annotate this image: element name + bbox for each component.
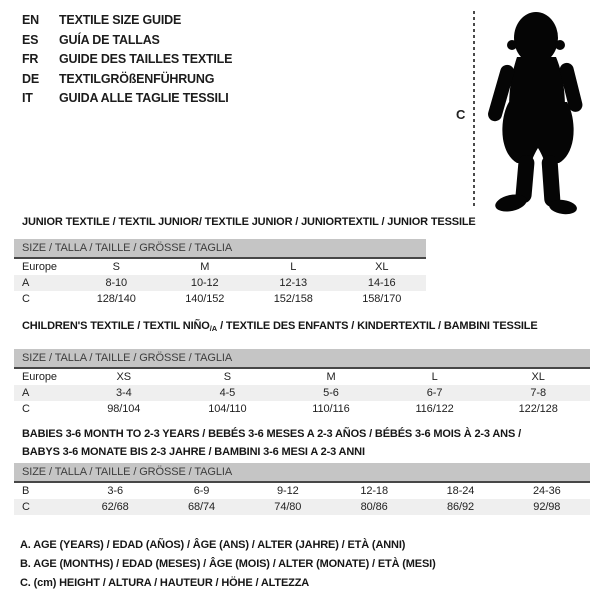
cell: 98/104 [107, 403, 141, 415]
junior-textile-title: JUNIOR TEXTILE / TEXTIL JUNIOR/ TEXTILE JUNIOR / JUNIORTEXTIL / JUNIOR TESSILE [22, 216, 476, 228]
cell: 6-7 [383, 385, 487, 401]
footnote-a: A. AGE (YEARS) / EDAD (AÑOS) / ÂGE (ANS) / ALTER (JAHRE) / ETÀ (ANNI) [20, 539, 406, 551]
cell: L [431, 371, 438, 383]
babies-textile-title [14, 425, 590, 461]
cell: 86/92 [417, 499, 503, 515]
language-code: ES [22, 32, 39, 47]
cell: 140/152 [185, 293, 225, 305]
cell: M [200, 261, 210, 273]
table-row [14, 291, 426, 307]
table-row [14, 499, 590, 515]
cell: XL [531, 371, 545, 383]
junior-size-table [14, 259, 426, 307]
row-label: A [14, 275, 72, 291]
cell: L [290, 261, 297, 273]
cell: 24-36 [533, 485, 561, 497]
row-label: B [22, 485, 30, 497]
language-code: FR [22, 52, 39, 67]
baby-silhouette-icon [479, 7, 597, 215]
height-figure [450, 7, 598, 215]
cell: 7-8 [486, 385, 590, 401]
cell: 6-9 [193, 485, 210, 497]
title-subscript: /A [209, 324, 218, 333]
babies-size-table [14, 483, 590, 515]
cell: 3-6 [107, 485, 123, 497]
cell: 122/128 [518, 403, 558, 415]
language-label: GUIDE DES TAILLES TEXTILE [59, 52, 233, 67]
language-label: GUIDA ALLE TAGLIE TESSILI [59, 91, 229, 106]
language-label: TEXTILE SIZE GUIDE [59, 13, 182, 27]
table-row [14, 385, 590, 401]
table-row [14, 275, 426, 291]
cell: 92/98 [504, 499, 590, 515]
row-label: Europe [22, 371, 57, 383]
cell: XS [116, 371, 132, 383]
language-code: EN [22, 13, 39, 27]
language-row-de [22, 70, 232, 90]
cell: 14-16 [338, 275, 427, 291]
cell: 12-13 [249, 275, 338, 291]
size-header-bar: SIZE / TALLA / TAILLE / GRÖSSE / TAGLIA [14, 239, 426, 259]
footnote-c: C. (cm) HEIGHT / ALTURA / HAUTEUR / HÖHE / ALTEZZA [20, 577, 310, 590]
height-measure-label: C [456, 107, 466, 122]
cell: M [326, 371, 336, 383]
cell: 158/170 [362, 293, 402, 305]
cell: 9-12 [277, 485, 299, 497]
row-label: C [14, 499, 72, 515]
cell: 74/80 [245, 499, 331, 515]
cell: S [112, 261, 120, 273]
children-textile-section [14, 320, 590, 417]
cell: 116/122 [415, 403, 454, 415]
row-label: C [22, 403, 30, 415]
cell: XL [375, 261, 389, 273]
cell: 4-5 [176, 385, 280, 401]
children-size-table [14, 369, 590, 417]
height-measure-dashed-line [473, 11, 475, 209]
language-row-en [22, 11, 232, 31]
language-label: TEXTILGRÖßENFÜHRUNG [59, 71, 215, 86]
language-row-fr [22, 50, 232, 70]
cell: 12-18 [360, 485, 388, 497]
babies-textile-section [14, 425, 590, 515]
children-textile-title [14, 320, 590, 335]
table-row [14, 483, 590, 499]
language-code: DE [22, 71, 39, 86]
footnotes [20, 536, 436, 594]
cell: 10-12 [161, 275, 250, 291]
cell: 110/116 [312, 403, 350, 415]
cell: 104/110 [208, 403, 247, 415]
language-list [22, 11, 232, 109]
cell: 80/86 [331, 499, 417, 515]
cell: 62/68 [72, 499, 158, 515]
title-part: / TEXTILE DES ENFANTS / KINDERTEXTIL / BAMBINI TESSILE [217, 320, 538, 332]
language-row-it [22, 89, 232, 109]
row-label: Europe [22, 261, 57, 273]
table-row [14, 369, 590, 385]
table-row [14, 259, 426, 275]
cell: 18-24 [446, 485, 475, 497]
cell: 3-4 [72, 385, 176, 401]
footnote-b: B. AGE (MONTHS) / EDAD (MESES) / ÂGE (MOIS) / ALTER (MONATE) / ETÀ (MESI) [20, 558, 436, 571]
size-header-bar: SIZE / TALLA / TAILLE / GRÖSSE / TAGLIA [14, 463, 590, 483]
title-line-2: BABYS 3-6 MONATE BIS 2-3 JAHRE / BAMBINI 3-6 MESI A 2-3 ANNI [22, 446, 365, 458]
size-header-bar: SIZE / TALLA / TAILLE / GRÖSSE / TAGLIA [14, 349, 590, 369]
row-label: C [22, 293, 30, 305]
cell: 8-10 [72, 275, 161, 291]
cell: 68/74 [158, 499, 244, 515]
title-line-1: BABIES 3-6 MONTH TO 2-3 YEARS / BEBÉS 3-6 MESES A 2-3 AÑOS / BÉBÉS 3-6 MOIS À 2-3 ANS / [22, 428, 521, 440]
row-label: A [14, 385, 72, 401]
language-row-es [22, 31, 232, 51]
cell: S [223, 371, 232, 383]
language-label: GUÍA DE TALLAS [59, 32, 160, 47]
language-code: IT [22, 91, 33, 106]
title-part: CHILDREN'S TEXTILE / TEXTIL NIÑO [22, 320, 210, 332]
cell: 5-6 [279, 385, 383, 401]
table-row [14, 401, 590, 417]
cell: 128/140 [96, 293, 136, 305]
junior-textile-section [14, 216, 476, 307]
cell: 152/158 [273, 293, 313, 305]
